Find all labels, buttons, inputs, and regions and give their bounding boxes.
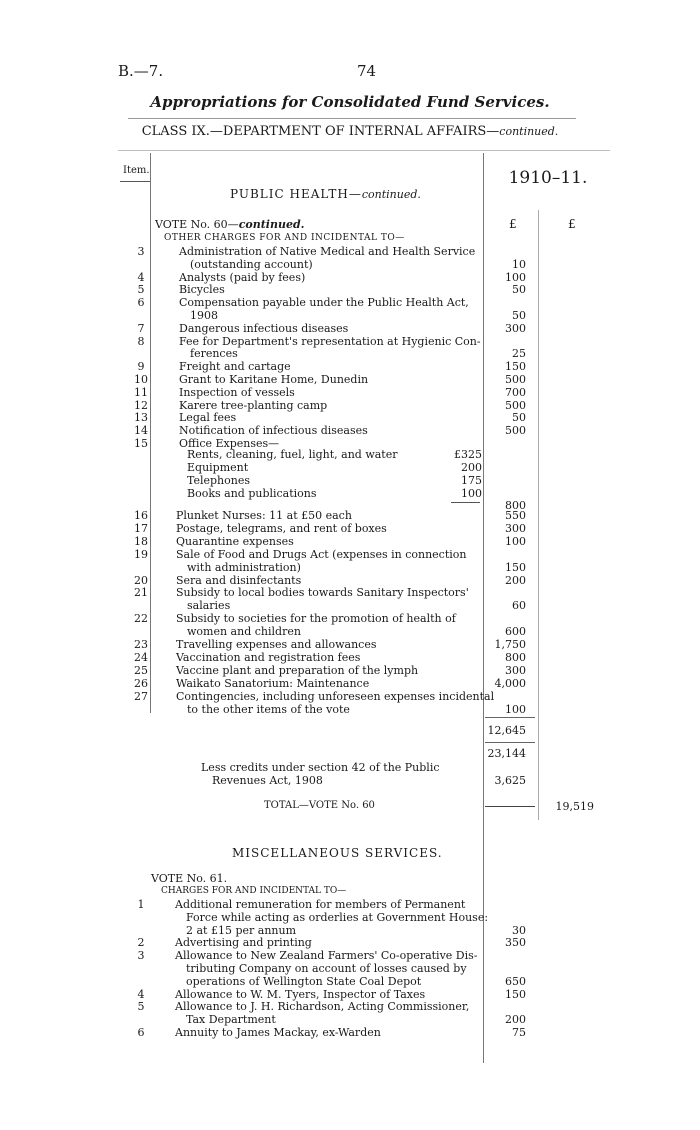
line-amount: 800 <box>505 650 526 664</box>
line-amount: 75 <box>512 1026 526 1039</box>
line-description: to the other items of the vote <box>187 702 350 716</box>
line-description: Office Expenses— <box>179 437 280 450</box>
currency-symbol-2: £ <box>568 217 576 231</box>
line-amount: 600 <box>505 625 526 639</box>
line-amount: 300 <box>505 663 526 677</box>
item-number: 19 <box>134 547 148 561</box>
line-description: Inspection of vessels <box>179 385 295 399</box>
line-description: Tax Department <box>186 1013 276 1027</box>
total-vote-60-label: TOTAL—VOTE No. 60 <box>264 800 375 811</box>
office-expense-line: Books and publications <box>187 487 317 500</box>
line-description: Fee for Department's representation at Hygienic Con- <box>179 334 481 348</box>
item-number: 5 <box>137 283 145 297</box>
item-number: 25 <box>134 663 148 677</box>
misc-charges-heading: CHARGES FOR AND INCIDENTAL TO— <box>161 886 347 896</box>
line-description: Freight and cartage <box>179 360 291 374</box>
line-amount: 650 <box>505 974 526 988</box>
item-number: 23 <box>134 638 148 651</box>
line-description: Legal fees <box>179 411 237 425</box>
item-number: 13 <box>134 411 148 425</box>
item-number: 10 <box>134 373 148 386</box>
total-vote-60-amount: 19,519 <box>555 800 594 813</box>
item-number: 22 <box>134 612 148 626</box>
line-description: Advertising and printing <box>175 936 312 950</box>
line-amount: 100 <box>505 702 526 716</box>
line-description: Analysts (paid by fees) <box>179 270 306 284</box>
line-amount: 50 <box>512 309 526 322</box>
item-column-header: Item. <box>123 165 150 176</box>
currency-symbol-1: £ <box>509 217 517 231</box>
item-number: 16 <box>134 509 148 522</box>
line-description: Vaccination and registration fees <box>176 650 361 664</box>
item-number: 18 <box>134 534 148 548</box>
line-description: tributing Company on account of losses caused by <box>186 962 467 975</box>
item-header-rule <box>120 181 150 182</box>
item-number: 11 <box>134 385 148 399</box>
office-expense-line: Rents, cleaning, fuel, light, and water <box>187 448 398 461</box>
line-description: Dangerous infectious diseases <box>179 321 349 335</box>
line-description: operations of Wellington State Coal Depot <box>186 974 422 988</box>
item-number: 3 <box>137 949 145 963</box>
line-description: Karere tree-planting camp <box>179 398 328 412</box>
line-amount: 550 <box>505 509 526 522</box>
title-rule <box>128 118 576 119</box>
item-number: 2 <box>137 936 145 950</box>
vote-61-heading: VOTE No. 61. <box>151 872 228 885</box>
line-amount: 500 <box>505 424 526 438</box>
line-amount: 50 <box>512 283 526 297</box>
item-number: 17 <box>134 521 148 535</box>
line-description: women and children <box>187 625 301 639</box>
line-description: Additional remuneration for members of Permanent <box>175 898 466 911</box>
item-number: 4 <box>137 987 145 1001</box>
line-description: with administration) <box>187 560 301 574</box>
line-description: Contingencies, including unforeseen expenses incidental <box>176 689 495 703</box>
office-expense-line: Equipment <box>187 461 249 474</box>
class-heading: CLASS IX.—DEPARTMENT OF INTERNAL AFFAIRS—continued. <box>141 124 559 139</box>
item-number: 15 <box>134 437 148 450</box>
line-description: Allowance to W. M. Tyers, Inspector of Taxes <box>175 987 426 1001</box>
line-description: Travelling expenses and allowances <box>176 638 377 651</box>
report-reference: B.—7. <box>118 62 164 80</box>
line-description: Sera and disinfectants <box>176 573 302 587</box>
line-description: Compensation payable under the Public Health Act, <box>179 296 469 310</box>
item-number: 4 <box>137 270 145 284</box>
public-health-heading: PUBLIC HEALTH—continued. <box>230 187 421 201</box>
line-amount: 200 <box>505 573 526 587</box>
line-amount: 150 <box>505 360 526 374</box>
item-number: 14 <box>134 424 148 438</box>
line-description: (outstanding account) <box>190 257 313 271</box>
item-number: 1 <box>137 898 145 911</box>
item-number: 24 <box>134 650 148 664</box>
office-expense-line: Telephones <box>187 474 251 487</box>
misc-services-heading: MISCELLANEOUS SERVICES. <box>232 846 443 860</box>
line-description: Notification of infectious diseases <box>179 424 368 438</box>
line-amount: 100 <box>505 270 526 284</box>
page-title: Appropriations for Consolidated Fund Services. <box>150 93 550 111</box>
less-credits-line-2: Revenues Act, 1908 <box>212 774 323 787</box>
line-description: Grant to Karitane Home, Dunedin <box>179 373 369 386</box>
line-description: Annuity to James Mackay, ex-Warden <box>175 1026 381 1039</box>
less-credits-line-1: Less credits under section 42 of the Public <box>201 761 440 774</box>
office-expense-amount: 200 <box>461 461 482 474</box>
line-amount: 500 <box>505 398 526 412</box>
line-amount: 500 <box>505 373 526 386</box>
item-number: 8 <box>137 334 145 348</box>
item-number: 21 <box>134 586 148 600</box>
item-number: 6 <box>137 296 145 310</box>
office-expenses-total: 800 <box>505 499 526 512</box>
item-number: 3 <box>137 245 145 258</box>
item-number: 20 <box>134 573 148 587</box>
subtotal-amount: 12,645 <box>487 724 526 737</box>
item-number: 7 <box>137 321 145 335</box>
line-description: Waikato Sanatorium: Maintenance <box>176 676 370 690</box>
class-rule <box>118 150 610 151</box>
line-description: Subsidy to societies for the promotion of health of <box>176 612 456 626</box>
line-amount: 30 <box>512 923 526 937</box>
item-number: 26 <box>134 676 148 690</box>
line-amount: 60 <box>512 599 526 613</box>
office-sum-rule <box>451 502 480 503</box>
line-amount: 700 <box>505 385 526 399</box>
other-charges-heading: OTHER CHARGES FOR AND INCIDENTAL TO— <box>164 233 405 243</box>
gross-amount: 23,144 <box>487 747 526 760</box>
office-expense-amount: 175 <box>461 474 482 487</box>
line-description: salaries <box>187 599 231 613</box>
item-number: 5 <box>137 1000 145 1014</box>
line-description: Vaccine plant and preparation of the lymph <box>176 663 419 677</box>
page-number: 74 <box>357 62 377 80</box>
less-credits-amount: 3,625 <box>494 774 526 787</box>
line-description: ferences <box>190 347 238 361</box>
line-description: Allowance to New Zealand Farmers' Co-operative Dis- <box>175 949 478 963</box>
line-description: 1908 <box>190 309 218 322</box>
line-amount: 4,000 <box>494 676 526 690</box>
subtotal-rule <box>485 717 535 718</box>
line-amount: 150 <box>505 987 526 1001</box>
line-amount: 10 <box>512 257 526 271</box>
line-amount: 300 <box>505 321 526 335</box>
year-column-header: 1910–11. <box>508 168 588 188</box>
gross-rule <box>485 742 535 743</box>
line-amount: 300 <box>505 521 526 535</box>
office-expense-amount: £325 <box>454 448 482 461</box>
line-description: 2 at £15 per annum <box>186 923 297 937</box>
line-amount: 25 <box>512 347 526 361</box>
line-amount: 100 <box>505 534 526 548</box>
line-description: Administration of Native Medical and Health Service <box>179 245 476 258</box>
line-description: Postage, telegrams, and rent of boxes <box>176 521 387 535</box>
line-description: Bicycles <box>179 283 225 297</box>
line-description: Sale of Food and Drugs Act (expenses in connection <box>176 547 467 561</box>
total-column-line <box>538 210 539 820</box>
line-description: Subsidy to local bodies towards Sanitary Inspectors' <box>176 586 469 600</box>
line-amount: 200 <box>505 1013 526 1027</box>
item-number: 6 <box>137 1026 145 1039</box>
item-number: 9 <box>137 360 145 374</box>
vote-60-heading: VOTE No. 60—continued. <box>155 218 305 231</box>
line-amount: 350 <box>505 936 526 950</box>
office-expense-amount: 100 <box>461 487 482 500</box>
line-description: Quarantine expenses <box>176 534 294 548</box>
item-number: 27 <box>134 689 148 703</box>
total-rule <box>485 806 535 807</box>
line-amount: 1,750 <box>494 638 526 651</box>
line-description: Plunket Nurses: 11 at £50 each <box>176 509 352 522</box>
item-number: 12 <box>134 398 148 412</box>
line-description: Allowance to J. H. Richardson, Acting Commissioner, <box>175 1000 470 1014</box>
line-amount: 150 <box>505 560 526 574</box>
line-amount: 50 <box>512 411 526 425</box>
line-description: Force while acting as orderlies at Government House: <box>186 910 489 924</box>
